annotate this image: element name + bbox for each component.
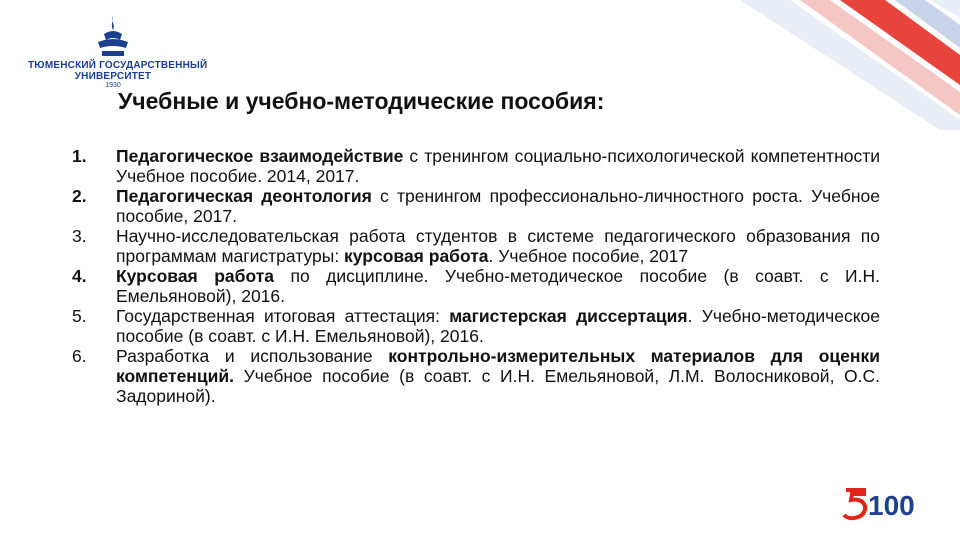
list-item <box>72 266 880 306</box>
logo-line-1: ТЮМЕНСКИЙ ГОСУДАРСТВЕННЫЙ <box>28 60 208 71</box>
bold-phrase: контрольно-измерительных материалов для оценки компетенций. <box>116 346 880 386</box>
publications-list <box>72 146 880 406</box>
list-item-number: 2. <box>72 186 87 206</box>
bold-phrase: Курсовая работа <box>116 266 275 286</box>
project-5-100-logo <box>842 482 932 522</box>
list-item <box>72 146 880 186</box>
bold-phrase: Педагогическое взаимодействие <box>116 146 404 166</box>
badge-text: 100 <box>868 490 915 521</box>
list-item <box>72 346 880 406</box>
list-item-text <box>116 346 880 406</box>
list-item <box>72 186 880 226</box>
list-item <box>72 226 880 266</box>
text-fragment: Научно-исследовательская работа студентов в системе педагогического образования по программам магистратуры: <box>116 226 880 266</box>
bold-phrase: магистерская диссертация <box>449 306 688 326</box>
list-item-text <box>116 306 880 346</box>
text-fragment: Разработка и использование <box>116 346 389 366</box>
list-item-number: 4. <box>72 266 87 286</box>
list-item-text <box>116 146 880 186</box>
logo-year: 1930 <box>105 82 121 89</box>
bold-phrase: Педагогическая деонтология <box>116 186 372 206</box>
corner-decoration <box>680 0 960 130</box>
slide-title: Учебные и учебно-методические пособия: <box>118 88 605 114</box>
list-item-text <box>116 186 880 226</box>
list-item-number: 3. <box>72 226 87 246</box>
bold-phrase: курсовая работа <box>344 246 489 266</box>
text-fragment: с тренингом социально-психологической компетентности Учебное пособие. 2014, 2017. <box>116 146 881 186</box>
list-item-text <box>116 266 880 306</box>
list-item-number: 1. <box>72 146 87 166</box>
text-fragment: по дисциплине. Учебно-методическое пособие (в соавт. с И.Н. Емельяновой), 2016. <box>116 266 880 306</box>
logo-line-2: УНИВЕРСИТЕТ <box>74 71 152 82</box>
text-fragment: . Учебное пособие, 2017 <box>488 246 689 266</box>
list-item-number: 5. <box>72 306 87 326</box>
text-fragment: . Учебно-методическое пособие (в соавт. с И.Н. Емельяновой), 2016. <box>116 306 881 346</box>
list-item-text <box>116 226 880 266</box>
text-fragment: Учебное пособие (в соавт. с И.Н. Емельяновой, Л.М. Волосниковой, О.С. Задориной). <box>116 366 880 406</box>
lamp-icon <box>90 14 136 60</box>
text-fragment: с тренингом профессионально-личностного роста. Учебное пособие, 2017. <box>116 186 880 226</box>
text-fragment: Государственная итоговая аттестация: <box>116 306 450 326</box>
list-item-number: 6. <box>72 346 87 366</box>
list-item <box>72 306 880 346</box>
